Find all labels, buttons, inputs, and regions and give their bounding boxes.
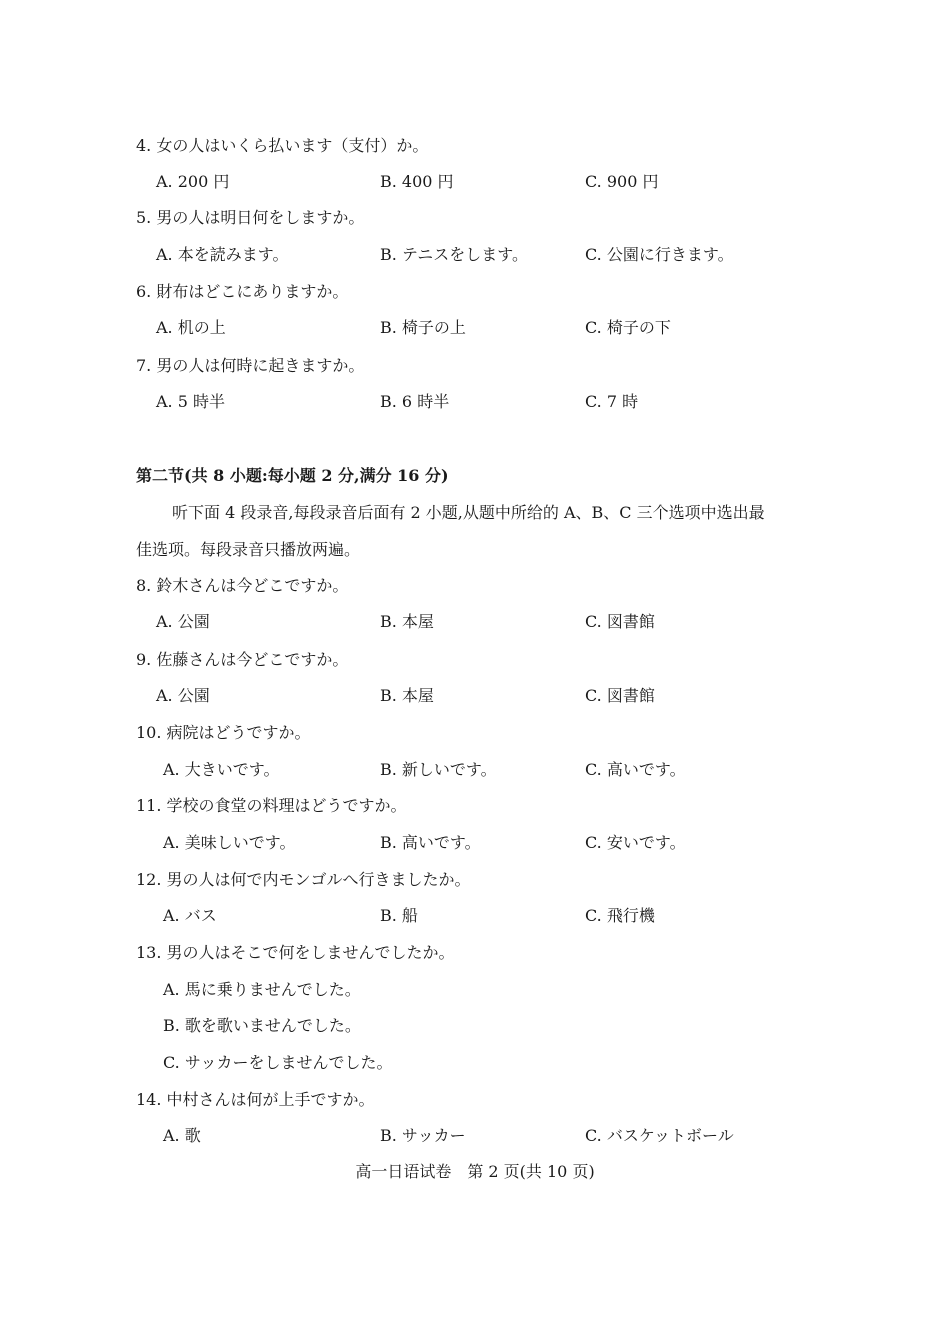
option-a: A. 200 円 [156,172,230,191]
question-5-stem: 5. 男の人は明日何をしますか。 [136,208,365,227]
question-13-option-b: B. 歌を歌いませんでした。 [163,1016,361,1035]
option-a: A. 公園 [156,686,210,705]
question-14-stem: 14. 中村さんは何が上手ですか。 [136,1090,375,1109]
question-12-stem: 12. 男の人は何で内モンゴルへ行きましたか。 [136,870,471,889]
question-13-option-c: C. サッカーをしませんでした。 [163,1053,393,1072]
option-b: B. 本屋 [380,686,434,705]
option-b: B. 椅子の上 [380,318,466,337]
option-c: C. 図書館 [585,612,655,631]
section-2-instruction-line-1: 听下面 4 段录音,每段录音后面有 2 小题,从题中所给的 A、B、C 三个选项中选出最 [172,503,765,522]
option-a: A. 5 時半 [156,392,225,411]
option-b: B. 400 円 [380,172,454,191]
option-c: C. バスケットボール [585,1126,734,1145]
question-8-stem: 8. 鈴木さんは今どこですか。 [136,576,349,595]
option-a: A. 大きいです。 [163,760,280,779]
option-b: B. サッカー [380,1126,466,1145]
option-a: A. 机の上 [156,318,226,337]
option-a: A. 本を読みます。 [156,245,289,264]
option-a: A. バス [163,906,217,925]
option-c: C. 椅子の下 [585,318,671,337]
question-9-stem: 9. 佐藤さんは今どこですか。 [136,650,349,669]
page-footer: 高一日语试卷 第 2 页(共 10 页) [355,1162,595,1181]
question-6-stem: 6. 財布はどこにありますか。 [136,282,349,301]
option-c: C. 安いです。 [585,833,686,852]
option-b: B. 6 時半 [380,392,450,411]
option-c: C. 公園に行きます。 [585,245,734,264]
option-c: C. 900 円 [585,172,659,191]
option-b: B. 新しいです。 [380,760,497,779]
option-c: C. 飛行機 [585,906,655,925]
option-b: B. 本屋 [380,612,434,631]
question-11-stem: 11. 学校の食堂の料理はどうですか。 [136,796,407,815]
question-10-stem: 10. 病院はどうですか。 [136,723,311,742]
option-a: A. 公園 [156,612,210,631]
option-a: A. 美味しいです。 [163,833,296,852]
option-b: B. 船 [380,906,418,925]
option-c: C. 高いです。 [585,760,686,779]
question-7-stem: 7. 男の人は何時に起きますか。 [136,356,365,375]
option-a: A. 歌 [163,1126,201,1145]
question-13-option-a: A. 馬に乗りませんでした。 [163,980,361,999]
option-c: C. 7 時 [585,392,639,411]
section-2-instruction-line-2: 佳选项。每段录音只播放两遍。 [136,540,361,559]
option-b: B. テニスをします。 [380,245,529,264]
option-b: B. 高いです。 [380,833,481,852]
section-2-title: 第二节(共 8 小题:每小题 2 分,满分 16 分) [136,466,449,485]
question-13-stem: 13. 男の人はそこで何をしませんでしたか。 [136,943,455,962]
option-c: C. 図書館 [585,686,655,705]
question-4-stem: 4. 女の人はいくら払います（支付）か。 [136,136,429,155]
